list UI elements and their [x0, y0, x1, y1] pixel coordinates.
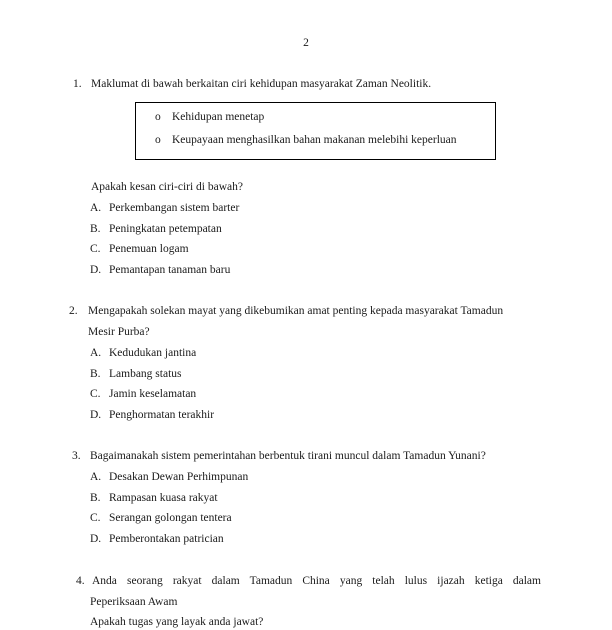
option-letter: B.: [90, 223, 101, 235]
option-letter: D.: [90, 533, 102, 545]
question-stem-continued: Mesir Purba?: [88, 326, 150, 338]
question-stem: Anda seorang rakyat dalam Tamadun China yang telah lulus ijazah ketiga dalam: [92, 575, 541, 587]
option-letter: A.: [90, 347, 102, 359]
question-stem: Bagaimanakah sistem pemerintahan berbentuk tirani muncul dalam Tamadun Yunani?: [90, 450, 486, 462]
question-prompt: Apakah kesan ciri-ciri di bawah?: [91, 181, 243, 193]
info-item: Keupayaan menghasilkan bahan makanan melebihi keperluan: [172, 134, 457, 146]
question-number: 1.: [73, 78, 82, 90]
option-letter: C.: [90, 388, 101, 400]
option-letter: C.: [90, 512, 101, 524]
question-number: 2.: [69, 305, 78, 317]
option-text: Pemantapan tanaman baru: [109, 264, 231, 276]
option-text: Rampasan kuasa rakyat: [109, 492, 218, 504]
option-text: Desakan Dewan Perhimpunan: [109, 471, 249, 483]
option-text: Perkembangan sistem barter: [109, 202, 240, 214]
page-number: 2: [303, 37, 309, 49]
info-item: Kehidupan menetap: [172, 111, 265, 123]
option-text: Penghormatan terakhir: [109, 409, 215, 421]
question-stem: Maklumat di bawah berkaitan ciri kehidupan masyarakat Zaman Neolitik.: [91, 78, 432, 90]
option-letter: B.: [90, 368, 101, 380]
question-number: 4.: [76, 575, 85, 587]
question-number: 3.: [72, 450, 81, 462]
option-text: Penemuan logam: [109, 243, 189, 255]
question-prompt: Apakah tugas yang layak anda jawat?: [90, 616, 264, 628]
option-letter: D.: [90, 264, 102, 276]
option-text: Peningkatan petempatan: [109, 223, 222, 235]
option-letter: A.: [90, 471, 102, 483]
bullet-icon: o: [155, 111, 161, 123]
option-text: Jamin keselamatan: [109, 388, 197, 400]
option-text: Pemberontakan patrician: [109, 533, 224, 545]
option-text: Serangan golongan tentera: [109, 512, 232, 524]
info-box: [135, 102, 496, 160]
option-letter: C.: [90, 243, 101, 255]
option-text: Kedudukan jantina: [109, 347, 197, 359]
option-letter: A.: [90, 202, 102, 214]
bullet-icon: o: [155, 134, 161, 146]
question-stem-continued: Peperiksaan Awam: [90, 596, 178, 608]
option-text: Lambang status: [109, 368, 182, 380]
question-stem: Mengapakah solekan mayat yang dikebumikan amat penting kepada masyarakat Tamadun: [88, 305, 504, 317]
option-letter: D.: [90, 409, 102, 421]
option-letter: B.: [90, 492, 101, 504]
